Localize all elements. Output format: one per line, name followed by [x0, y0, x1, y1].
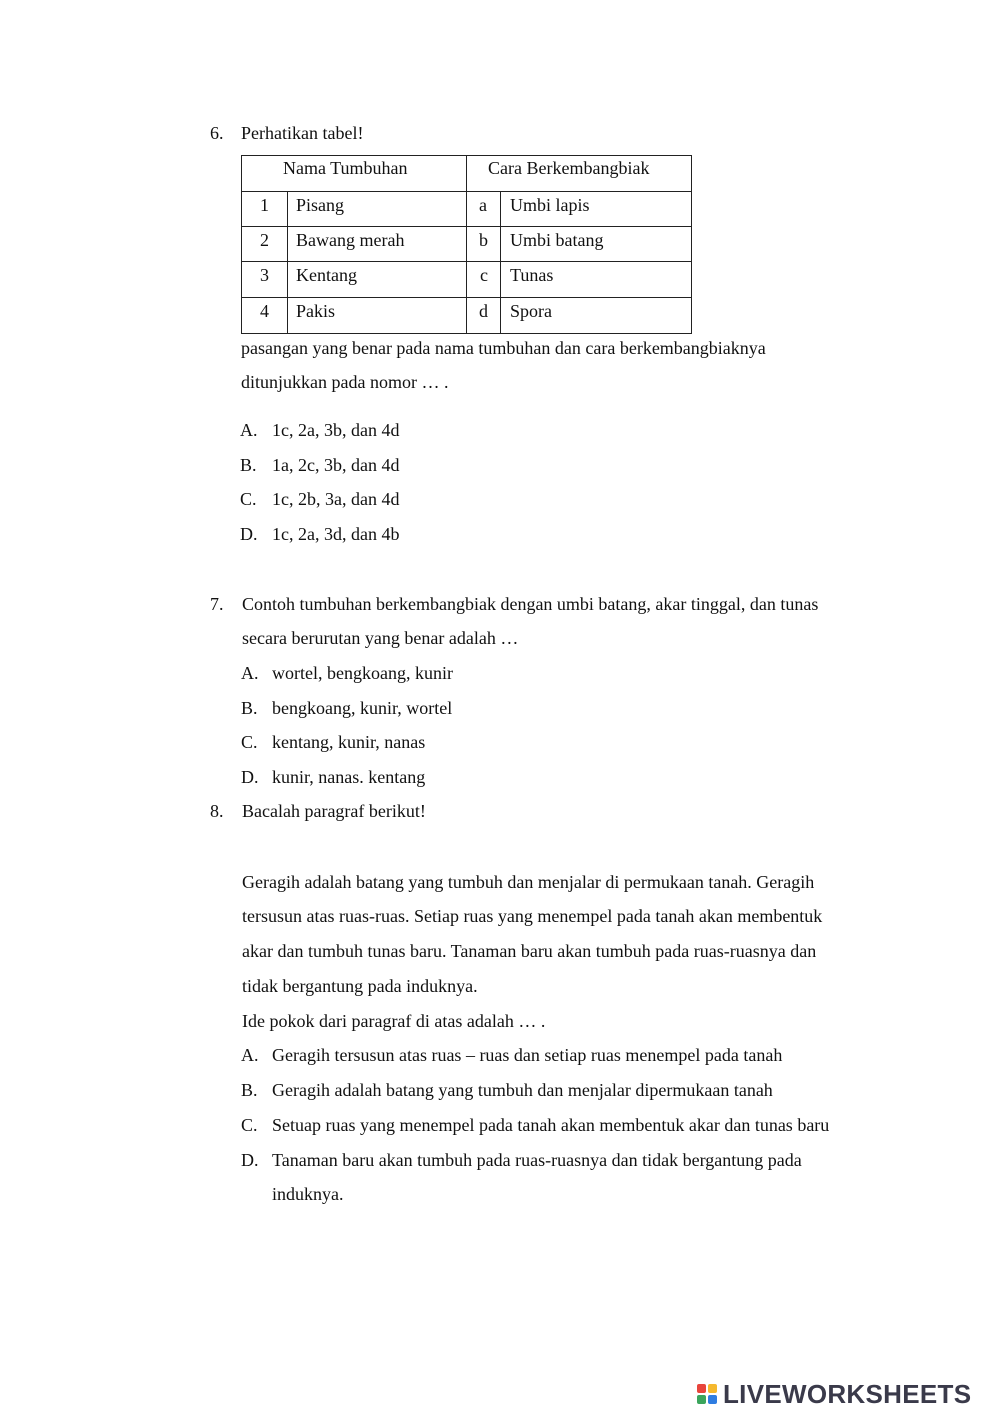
option-text: Geragih adalah batang yang tumbuh dan menjalar dipermukaan tanah: [272, 1080, 773, 1100]
paragraph-line: Geragih adalah batang yang tumbuh dan menjalar di permukaan tanah. Geragih: [242, 872, 815, 892]
table-cell-no: 3: [260, 265, 269, 285]
option-label: D.: [240, 524, 258, 544]
question-text: secara berurutan yang benar adalah …: [242, 628, 519, 648]
plant-table: [241, 155, 692, 334]
option-label: A.: [241, 663, 259, 683]
option-label: A.: [240, 420, 258, 440]
option-text: kunir, nanas. kentang: [272, 767, 426, 787]
option-text: 1c, 2a, 3d, dan 4b: [272, 524, 400, 544]
table-cell-method: Tunas: [510, 265, 554, 285]
table-header: Nama Tumbuhan: [283, 158, 408, 178]
logo-text: LIVEWORKSHEETS: [723, 1379, 972, 1409]
logo-square: [708, 1384, 717, 1393]
logo-square: [697, 1384, 706, 1393]
option-label: B.: [241, 698, 258, 718]
table-cell-method: Spora: [510, 301, 552, 321]
table-cell-letter: a: [479, 195, 487, 215]
table-cell-plant: Kentang: [296, 265, 357, 285]
paragraph-line: akar dan tumbuh tunas baru. Tanaman baru akan tumbuh pada ruas-ruasnya dan: [242, 941, 817, 961]
table-header: Cara Berkembangbiak: [488, 158, 650, 178]
paragraph-line: tersusun atas ruas-ruas. Setiap ruas yang menempel pada tanah akan membentuk: [242, 906, 823, 926]
question-prompt: Perhatikan tabel!: [241, 123, 364, 143]
table-cell-no: 2: [260, 230, 269, 250]
logo-square: [697, 1395, 706, 1404]
option-text: wortel, bengkoang, kunir: [272, 663, 453, 683]
question-number: 8.: [210, 801, 224, 821]
table-cell-letter: c: [480, 265, 488, 285]
option-text: Setuap ruas yang menempel pada tanah akan membentuk akar dan tunas baru: [272, 1115, 830, 1135]
question-prompt: Bacalah paragraf berikut!: [242, 801, 426, 821]
question-text: ditunjukkan pada nomor … .: [241, 372, 449, 392]
option-label: C.: [240, 489, 257, 509]
question-text: pasangan yang benar pada nama tumbuhan dan cara berkembangbiaknya: [241, 338, 766, 358]
option-text: Tanaman baru akan tumbuh pada ruas-ruasnya dan tidak bergantung pada: [272, 1150, 802, 1170]
logo-icon: [697, 1382, 719, 1406]
logo-square: [708, 1395, 717, 1404]
option-label: D.: [241, 1150, 259, 1170]
option-text: 1c, 2b, 3a, dan 4d: [272, 489, 400, 509]
option-text: induknya.: [272, 1184, 344, 1204]
table-cell-plant: Pakis: [296, 301, 336, 321]
table-cell-method: Umbi lapis: [510, 195, 590, 215]
paragraph-line: tidak bergantung pada induknya.: [242, 976, 478, 996]
table-cell-plant: Bawang merah: [296, 230, 405, 250]
table-cell-letter: d: [479, 301, 488, 321]
question-text: Contoh tumbuhan berkembangbiak dengan umbi batang, akar tinggal, dan tunas: [242, 594, 819, 614]
option-label: A.: [241, 1045, 259, 1065]
table-cell-plant: Pisang: [296, 195, 345, 215]
option-label: B.: [240, 455, 257, 475]
table-cell-no: 4: [260, 301, 269, 321]
option-text: Geragih tersusun atas ruas – ruas dan setiap ruas menempel pada tanah: [272, 1045, 783, 1065]
table-cell-no: 1: [260, 195, 269, 215]
table-cell-letter: b: [479, 230, 488, 250]
question-number: 6.: [210, 123, 224, 143]
option-text: kentang, kunir, nanas: [272, 732, 426, 752]
question-text: Ide pokok dari paragraf di atas adalah … .: [242, 1011, 546, 1031]
option-text: 1a, 2c, 3b, dan 4d: [272, 455, 400, 475]
option-label: B.: [241, 1080, 258, 1100]
table-cell-method: Umbi batang: [510, 230, 604, 250]
option-label: C.: [241, 1115, 258, 1135]
option-label: D.: [241, 767, 259, 787]
option-text: 1c, 2a, 3b, dan 4d: [272, 420, 400, 440]
question-number: 7.: [210, 594, 224, 614]
option-label: C.: [241, 732, 258, 752]
liveworksheets-logo[interactable]: [697, 1376, 971, 1412]
option-text: bengkoang, kunir, wortel: [272, 698, 453, 718]
